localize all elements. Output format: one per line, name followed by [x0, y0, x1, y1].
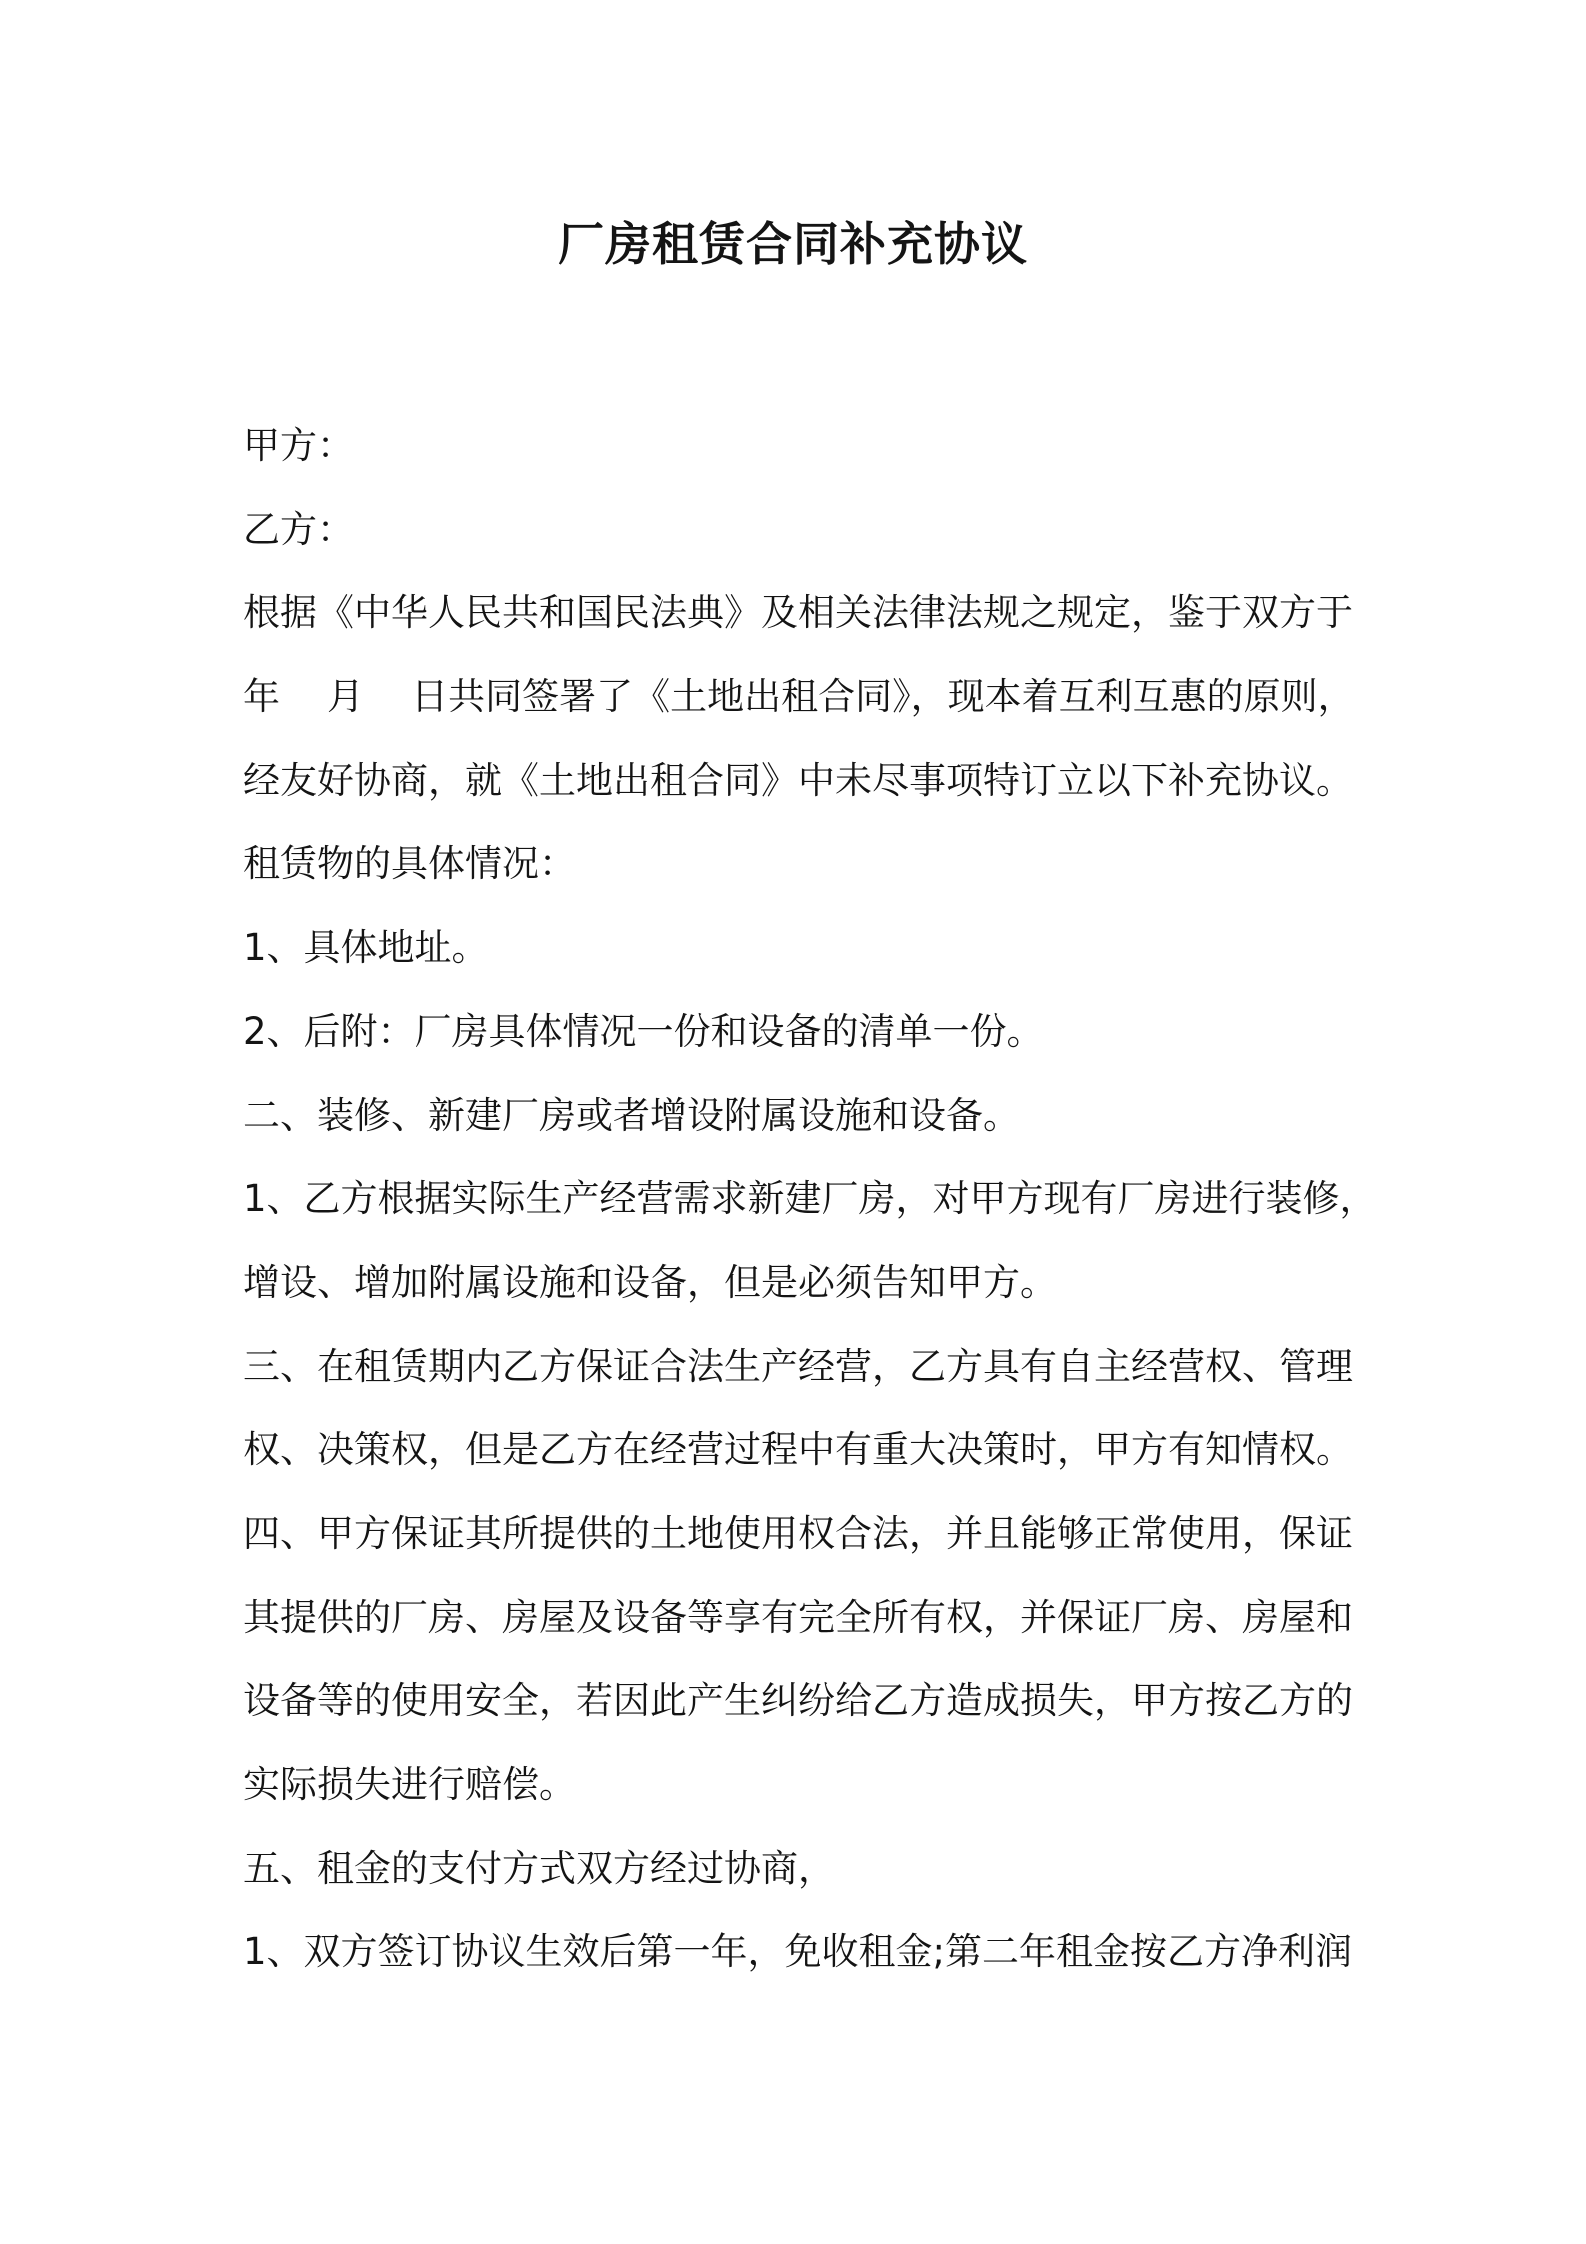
preamble-line: 年 月 日共同签署了《土地出租合同》，现本着互利互惠的原则， — [243, 675, 1355, 719]
section-heading: 三、在租赁期内乙方保证合法生产经营，乙方具有自主经营权、管理 — [243, 1344, 1353, 1388]
party-a-line: 甲方： — [243, 424, 354, 467]
preamble-line: 根据《中华人民共和国民法典》及相关法律法规之规定，鉴于双方于 — [243, 591, 1353, 635]
clause-line: 权、决策权，但是乙方在经营过程中有重大决策时，甲方有知情权。 — [243, 1428, 1353, 1472]
section-heading: 租赁物的具体情况： — [243, 842, 576, 886]
party-b-line: 乙方： — [243, 507, 354, 551]
clause-line: 1、具体地址。 — [243, 926, 489, 970]
clause-line: 1、乙方根据实际生产经营需求新建厂房，对甲方现有厂房进行装修， — [243, 1177, 1377, 1221]
section-heading: 二、装修、新建厂房或者增设附属设施和设备。 — [243, 1093, 1020, 1137]
clause-line: 2、后附：厂房具体情况一份和设备的清单一份。 — [243, 1009, 1044, 1053]
clause-line: 其提供的厂房、房屋及设备等享有完全所有权，并保证厂房、房屋和 — [243, 1595, 1353, 1639]
preamble-line: 经友好协商，就《土地出租合同》中未尽事项特订立以下补充协议。 — [243, 758, 1353, 802]
section-heading: 四、甲方保证其所提供的土地使用权合法，并且能够正常使用，保证 — [243, 1511, 1353, 1555]
clause-line: 增设、增加附属设施和设备，但是必须告知甲方。 — [243, 1260, 1057, 1304]
document-title: 厂房租赁合同补充协议 — [558, 217, 1028, 271]
clause-line: 1、双方签订协议生效后第一年，免收租金;第二年租金按乙方净利润 — [243, 1930, 1353, 1974]
document-body — [243, 404, 1383, 1994]
section-heading: 五、租金的支付方式双方经过协商， — [243, 1846, 835, 1890]
clause-line: 设备等的使用安全，若因此产生纠纷给乙方造成损失，甲方按乙方的 — [243, 1679, 1353, 1723]
clause-line: 实际损失进行赔偿。 — [243, 1763, 576, 1806]
